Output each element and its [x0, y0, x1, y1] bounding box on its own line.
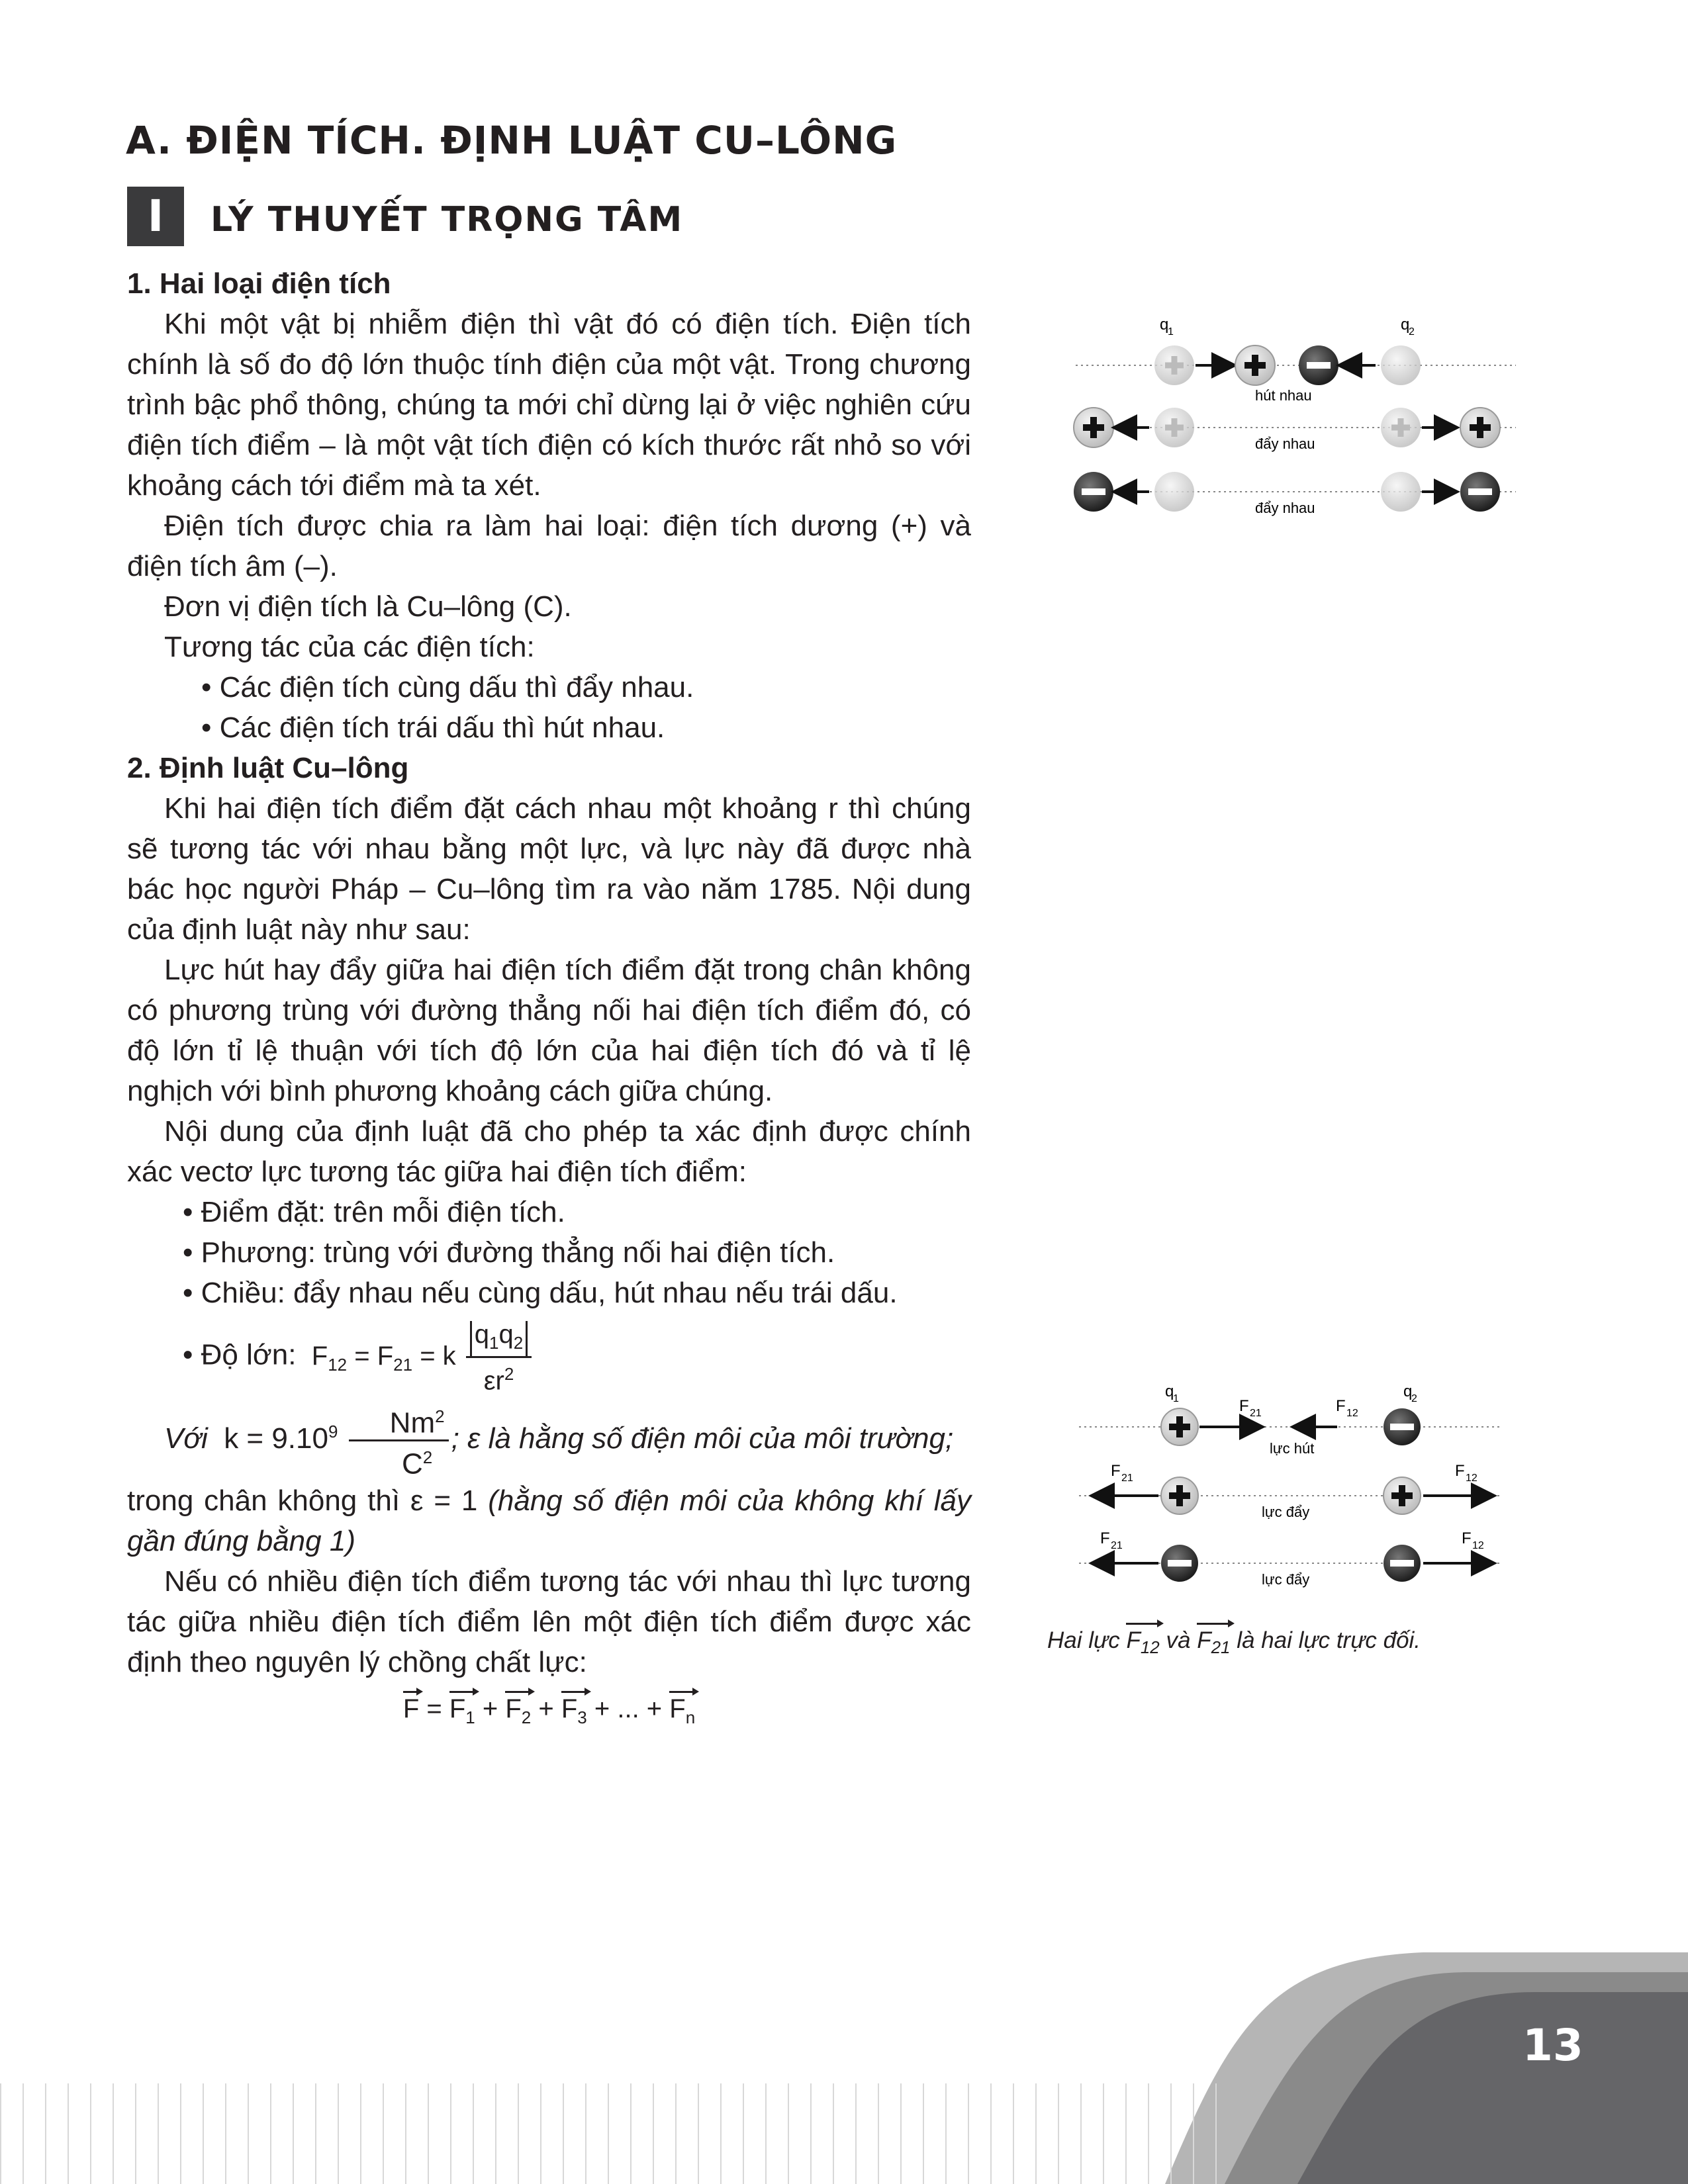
label-q1: q	[1160, 316, 1169, 334]
label-q2: q	[1403, 1383, 1413, 1400]
svg-text:12: 12	[1466, 1473, 1477, 1484]
label-F21: F	[1111, 1462, 1121, 1480]
paragraph: Tương tác của các điện tích:	[164, 631, 535, 663]
svg-text:12: 12	[1346, 1408, 1358, 1419]
page-number: 13	[1523, 2020, 1583, 2071]
subsection-title-2: 2. Định luật Cu–lông	[127, 752, 409, 784]
coulomb-fraction: $\frac{q_1q_2}{\varepsilon r^2}$	[466, 1318, 532, 1396]
footer-dotted-band	[0, 2083, 1225, 2184]
paragraph: Đơn vị điện tích là Cu–lông (C).	[164, 590, 572, 623]
label-F12: F	[1462, 1529, 1472, 1547]
label-attract-force: lực hút	[1270, 1440, 1315, 1457]
paragraph: Nội dung của định luật đã cho phép ta xác định được chính xác vectơ lực tương tác giữa hai điện tích điểm:	[127, 1115, 971, 1188]
paragraph: Điện tích được chia ra làm hai loại: điện tích dương (+) và điện tích âm (–).	[127, 510, 971, 582]
faded-negative-charge	[1381, 345, 1421, 385]
chapter-title: A. ĐIỆN TÍCH. ĐỊNH LUẬT CU–LÔNG	[126, 118, 898, 163]
label-attract: hút nhau	[1255, 387, 1312, 404]
svg-text:21: 21	[1111, 1540, 1123, 1551]
bullet-item: • Các điện tích trái dấu thì hút nhau.	[201, 711, 665, 744]
bullet-item: • Chiều: đẩy nhau nếu cùng dấu, hút nhau nếu trái dấu.	[183, 1277, 898, 1309]
unit-fraction: $\frac{Nm^2}{C^2}$	[349, 1400, 449, 1480]
figure-caption: Hai lực $F_{12}$ và $F_{21}$ là hai lực trực đối.	[1047, 1623, 1421, 1662]
svg-text:21: 21	[1250, 1408, 1262, 1419]
label-repel-force: lực đẩy	[1262, 1504, 1310, 1520]
coulomb-formula: $F_{12} = F_{21} = k$ $\frac{q_1q_2}{\varepsilon r^2}$	[305, 1342, 535, 1371]
label-q2: q	[1401, 316, 1410, 334]
bullet-item: • Điểm đặt: trên mỗi điện tích.	[183, 1196, 565, 1228]
paragraph: Nếu có nhiều điện tích điểm tương tác với nhau thì lực tương tác giữa nhiều điện tích điểm lên một điện tích điểm được xác định theo nguyên lý chồng chất lực:	[127, 1565, 971, 1678]
paragraph: Khi một vật bị nhiễm điện thì vật đó có điện tích. Điện tích chính là số đo độ lớn thuộc tính điện của một vật. Trong chương trình bậc phổ thông, chúng ta mới chỉ dừng lại ở việc nghiên cứu điện tích điểm – là một vật tích điện có kích thước rất nhỏ so với khoảng cách tới điểm mà ta xét.	[127, 308, 971, 502]
svg-text:2: 2	[1411, 1393, 1417, 1404]
label-repel-force: lực đẩy	[1262, 1571, 1310, 1588]
label-repel: đẩy nhau	[1255, 500, 1315, 516]
bullet-item: • Các điện tích cùng dấu thì đẩy nhau.	[201, 671, 694, 704]
svg-text:1: 1	[1168, 326, 1174, 338]
label-F21: F	[1239, 1397, 1249, 1415]
label-F12: F	[1336, 1397, 1346, 1415]
svg-text:12: 12	[1472, 1540, 1484, 1551]
paragraph: Khi hai điện tích điểm đặt cách nhau một khoảng r thì chúng sẽ tương tác với nhau bằng một lực, và lực này đã được nhà bác học người Pháp – Cu–lông tìm ra vào năm 1785. Nội dung của định luật này như sau:	[127, 792, 971, 946]
svg-text:21: 21	[1121, 1473, 1133, 1484]
constant-k-line: Với $k = 9.10^9$ $\frac{Nm^2}{C^2}$ ; ε là hằng số điện môi của môi trường;	[127, 1400, 971, 1480]
label-F12: F	[1455, 1462, 1465, 1480]
bullet-item: • Phương: trùng với đường thẳng nối hai điện tích.	[183, 1236, 835, 1269]
bullet-label: • Độ lớn:	[183, 1338, 297, 1371]
svg-text:1: 1	[1173, 1393, 1179, 1404]
superposition-formula: $F = F_1 + F_2 + F_3$ + ... + $F_n$	[127, 1689, 971, 1732]
figure-force-vectors	[1059, 1377, 1523, 1595]
vacuum-line: trong chân không thì ε = 1 (hằng số điện môi của không khí lấy gần đúng bằng 1)	[127, 1484, 971, 1557]
paragraph: Lực hút hay đẩy giữa hai điện tích điểm đặt trong chân không có phương trùng với đường thẳng nối hai điện tích điểm đó, có độ lớn tỉ lệ thuận với tích độ lớn của hai điện tích đó và tỉ lệ nghịch với bình phương khoảng cách giữa chúng.	[127, 954, 971, 1107]
label-repel: đẩy nhau	[1255, 435, 1315, 452]
label-F21: F	[1100, 1529, 1110, 1547]
faded-negative-charge	[1381, 472, 1421, 512]
label-q1: q	[1165, 1383, 1174, 1400]
section-number-badge: I	[127, 187, 184, 246]
section-title: LÝ THUYẾT TRỌNG TÂM	[211, 200, 684, 240]
faded-negative-charge	[1154, 472, 1194, 512]
svg-text:2: 2	[1409, 326, 1415, 338]
coulomb-formula-line	[127, 1318, 971, 1396]
figure-charge-interaction	[1039, 304, 1529, 529]
main-text-column	[127, 263, 971, 1732]
subsection-title-1: 1. Hai loại điện tích	[127, 267, 391, 300]
